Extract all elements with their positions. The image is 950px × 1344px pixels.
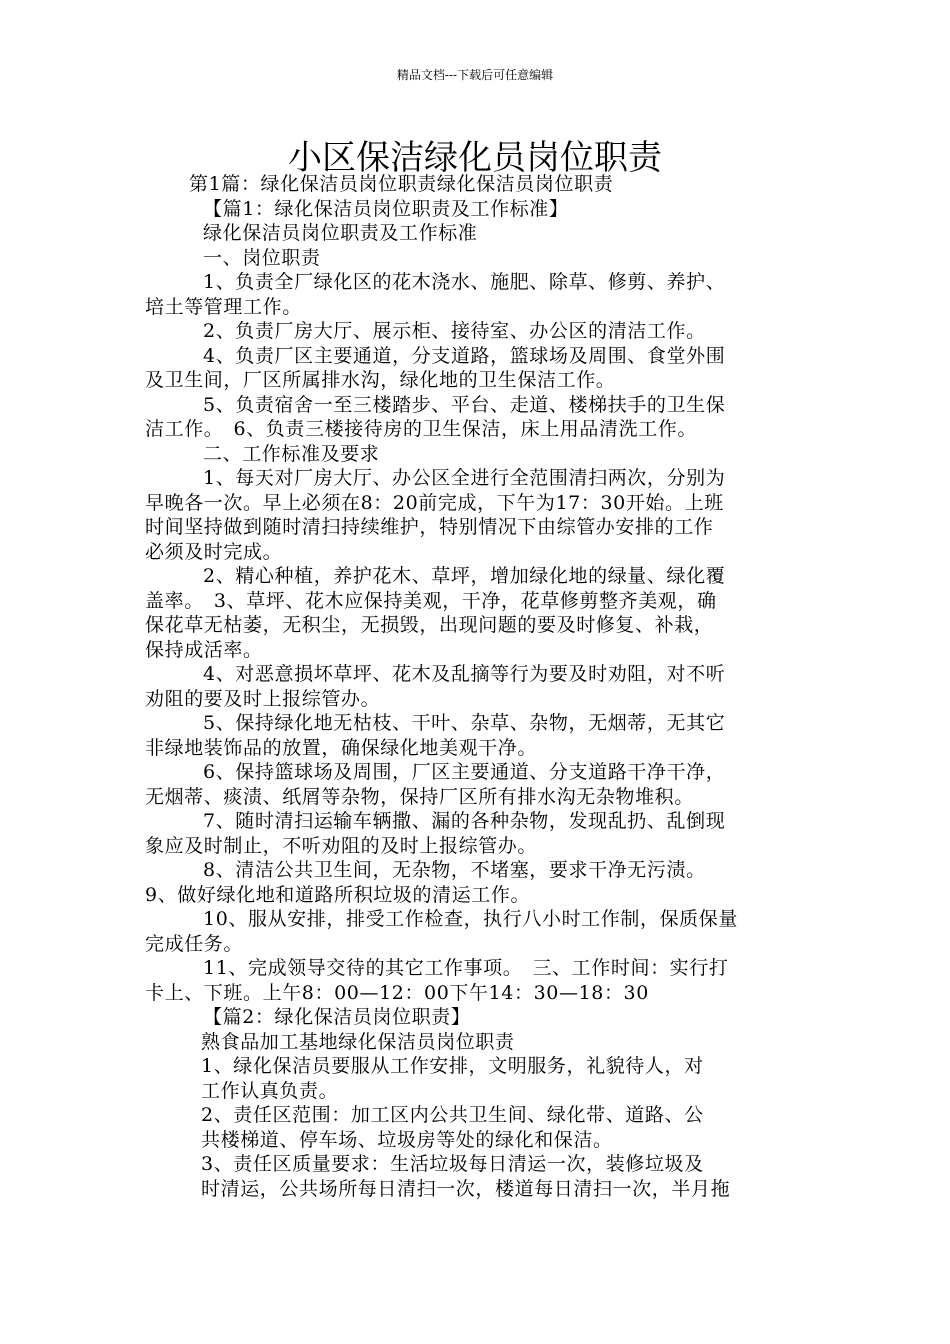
- text-line: 必须及时完成。: [145, 540, 283, 563]
- text-line: 【篇1：绿化保洁员岗位职责及工作标准】: [203, 197, 569, 220]
- text-line: 非绿地装饰品的放置，确保绿化地美观干净。: [145, 736, 538, 759]
- text-line: 第1篇：绿化保洁员岗位职责绿化保洁员岗位职责: [189, 173, 614, 195]
- text-line: 【篇2：绿化保洁员岗位职责】: [203, 1006, 471, 1028]
- text-line: 4、对恶意损坏草坪、花木及乱摘等行为要及时劝阻，对不听: [203, 663, 726, 685]
- text-line: 保持成活率。: [145, 638, 263, 661]
- text-line: 9、做好绿化地和道路所积垃圾的清运工作。: [145, 883, 531, 906]
- text-line: 10、服从安排，排受工作检查，执行八小时工作制，保质保量: [203, 908, 738, 930]
- text-line: 早晚各一次。早上必须在8：20前完成，下午为17：30开始。上班: [145, 491, 724, 514]
- text-line: 二、工作标准及要求: [203, 442, 380, 465]
- text-line: 无烟蒂、痰渍、纸屑等杂物，保持厂区所有排水沟无杂物堆积。: [145, 785, 694, 808]
- text-line: 盖率。 3、草坪、花木应保持美观，干净，花草修剪整齐美观，确: [145, 589, 717, 612]
- text-line: 一、岗位职责: [203, 246, 321, 269]
- text-line: 1、负责全厂绿化区的花木浇水、施肥、除草、修剪、养护、: [203, 271, 726, 293]
- text-line: 培土等管理工作。: [145, 295, 302, 318]
- document-body: [145, 172, 815, 1201]
- text-line: 象应及时制止，不听劝阻的及时上报综管办。: [145, 834, 538, 857]
- text-line: 11、完成领导交待的其它工作事项。 三、工作时间：实行打: [203, 957, 729, 979]
- text-line: 1、每天对厂房大厅、办公区全进行全范围清扫两次，分别为: [203, 467, 726, 489]
- text-line: 8、清洁公共卫生间，无杂物，不堵塞，要求干净无污渍。: [203, 859, 706, 881]
- text-line: 及卫生间，厂区所属排水沟，绿化地的卫生保洁工作。: [145, 369, 616, 391]
- page-header: 精品文档---下载后可任意编辑: [396, 68, 554, 82]
- text-line: 绿化保洁员岗位职责及工作标准: [203, 222, 478, 244]
- text-line: 完成任务。: [145, 932, 244, 955]
- text-line: 2、负责厂房大厅、展示柜、接待室、办公区的清洁工作。: [203, 320, 706, 342]
- text-line: 2、责任区范围：加工区内公共卫生间、绿化带、道路、公: [201, 1104, 704, 1126]
- text-line: 时间坚持做到随时清扫持续维护，特别情况下由综管办安排的工作: [145, 516, 714, 538]
- text-line: 保花草无枯萎，无积尘，无损毁，出现问题的要及时修复、补栽，: [145, 614, 714, 636]
- text-line: 4、负责厂区主要通道，分支道路，篮球场及周围、食堂外围: [203, 344, 726, 367]
- text-line: 熟食品加工基地绿化保洁员岗位职责: [201, 1030, 515, 1053]
- text-line: 时清运，公共场所每日清扫一次，楼道每日清扫一次，半月拖: [201, 1177, 731, 1200]
- text-line: 2、精心种植，养护花木、草坪，增加绿化地的绿量、绿化覆: [203, 565, 726, 587]
- text-line: 5、保持绿化地无枯枝、干叶、杂草、杂物，无烟蒂，无其它: [203, 712, 726, 734]
- document-title: 小区保洁绿化员岗位职责: [288, 138, 662, 178]
- text-line: 卡上、下班。上午8：00—12：00下午14：30—18：30: [145, 981, 649, 1004]
- text-line: 6、保持篮球场及周围，厂区主要通道、分支道路干净干净，: [203, 761, 726, 783]
- text-line: 洁工作。 6、负责三楼接待房的卫生保洁，床上用品清洗工作。: [145, 418, 697, 440]
- text-line: 5、负责宿舍一至三楼踏步、平台、走道、楼梯扶手的卫生保: [203, 393, 726, 416]
- text-line: 3、责任区质量要求：生活垃圾每日清运一次，装修垃圾及: [201, 1153, 704, 1175]
- text-line: 7、随时清扫运输车辆撒、漏的各种杂物，发现乱扔、乱倒现: [203, 810, 726, 832]
- text-line: 1、绿化保洁员要服从工作安排，文明服务，礼貌待人，对: [201, 1055, 704, 1077]
- text-line: 劝阻的要及时上报综管办。: [145, 687, 381, 710]
- text-line: 共楼梯道、停车场、垃圾房等处的绿化和保洁。: [201, 1128, 613, 1151]
- text-line: 工作认真负责。: [201, 1079, 339, 1102]
